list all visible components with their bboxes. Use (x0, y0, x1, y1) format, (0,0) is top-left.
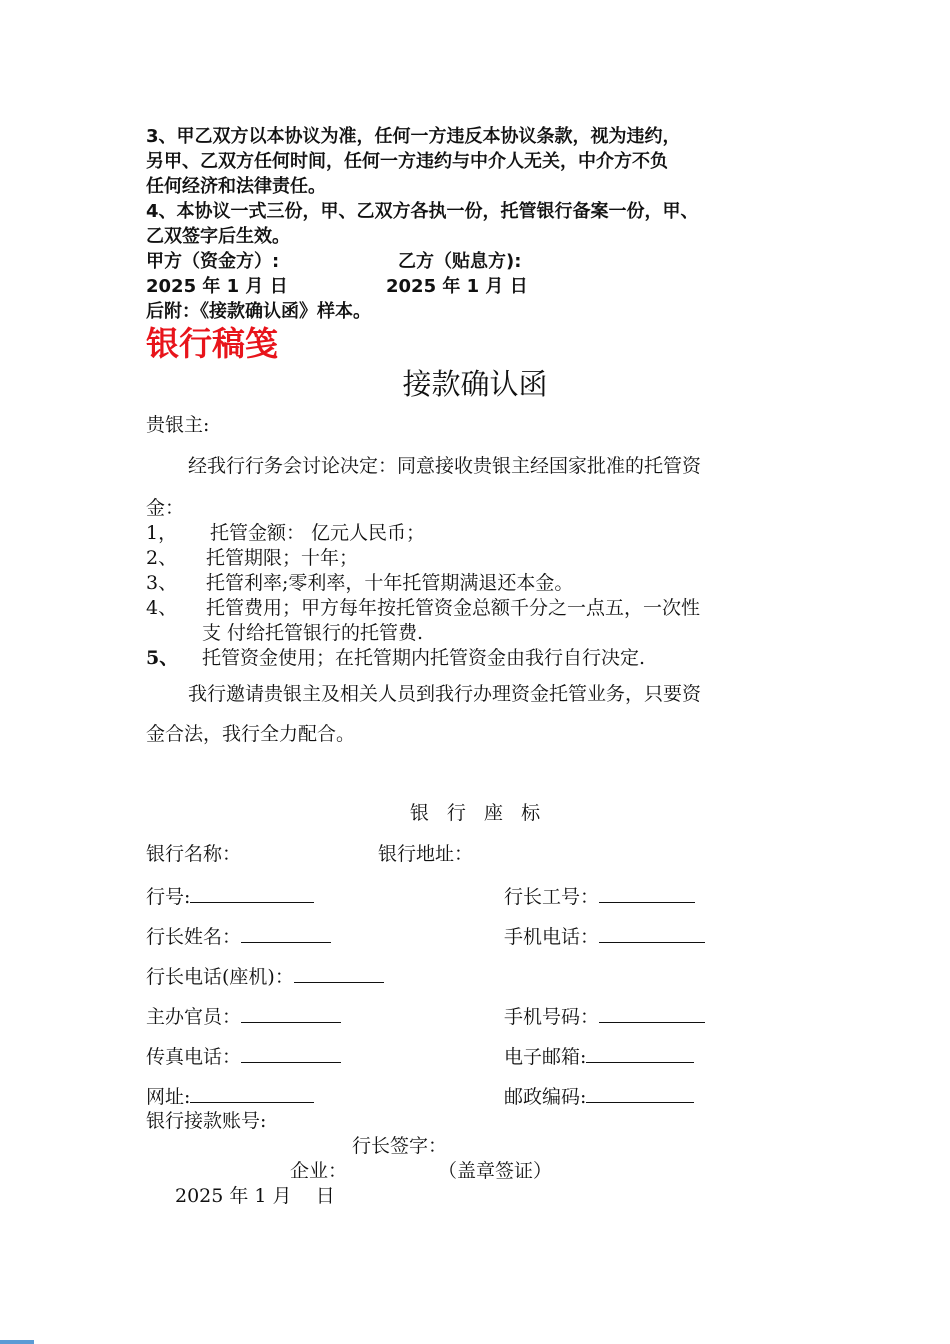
bank-number-blank (190, 882, 314, 903)
item-text: 托管金额： 亿元人民币； (210, 522, 426, 544)
party-b-date: 2025 年 1 月 日 (386, 276, 528, 297)
item-number: 3、 (146, 572, 178, 594)
bank-name-label: 银行名称： (146, 843, 242, 865)
fax-field (146, 1042, 341, 1069)
mobile-blank (599, 922, 705, 943)
party-a-date: 2025 年 1 月 日 (146, 276, 288, 297)
intro-line-2: 金： (146, 497, 185, 519)
bank-address-label: 银行地址： (378, 843, 474, 865)
item-number: 2、 (146, 547, 178, 569)
item-number: 4、 (146, 597, 178, 619)
website-label: 网址: (146, 1086, 191, 1108)
website-blank (190, 1082, 314, 1103)
item-number: 1， (146, 522, 178, 544)
fax-label: 传真电话： (146, 1046, 242, 1068)
closing-line-2: 金合法，我行全力配合。 (146, 723, 356, 745)
postcode-field (504, 1082, 694, 1109)
clause-4-line-2: 乙双签字后生效。 (146, 226, 290, 247)
email-field (504, 1042, 694, 1069)
item-text: 托管期限；十年； (206, 547, 359, 569)
clause-4-line-1: 4、本协议一式三份，甲、乙双方各执一份，托管银行备案一份，甲、 (146, 201, 699, 222)
officer-field (146, 1002, 341, 1029)
email-label: 电子邮箱: (504, 1046, 587, 1068)
intro-line-1: 经我行行务会讨论决定：同意接收贵银主经国家批准的托管资 (188, 455, 702, 477)
enterprise-label: 企业： (290, 1160, 348, 1182)
account-label: 银行接款账号: (146, 1110, 267, 1132)
president-phone-blank (294, 962, 384, 983)
fax-blank (241, 1042, 341, 1063)
party-b-label: 乙方（贴息方): (398, 251, 522, 272)
postcode-blank (586, 1082, 694, 1103)
president-id-field (504, 882, 695, 909)
item-text: 托管利率;零利率，十年托管期满退还本金。 (206, 572, 574, 594)
bank-number-field (146, 882, 314, 909)
salutation: 贵银主: (146, 414, 210, 436)
seal-label: （盖章签证） (438, 1160, 553, 1182)
item-number: 5、 (146, 647, 179, 669)
officer-blank (241, 1002, 341, 1023)
mobile-number-field (504, 1002, 705, 1029)
president-name-blank (241, 922, 331, 943)
clause-3-line-3: 任何经济和法律责任。 (146, 176, 326, 197)
attachment-note: 后附：《接款确认函》样本。 (146, 301, 371, 322)
president-name-label: 行长姓名： (146, 926, 242, 948)
item-text: 托管资金使用；在托管期内托管资金由我行自行决定. (202, 647, 646, 669)
mobile-number-blank (599, 1002, 705, 1023)
page-corner-marker (0, 1340, 34, 1344)
bank-letterhead: 银行稿笺 (146, 324, 278, 363)
coordinates-heading: 银 行 座 标 (409, 802, 541, 824)
postcode-label: 邮政编码: (504, 1086, 587, 1108)
mobile-field (504, 922, 705, 949)
sign-date: 2025 年 1 月 日 (175, 1185, 335, 1207)
president-phone-field (146, 962, 384, 989)
item-text-continuation: 支 付给托管银行的托管费. (202, 622, 424, 644)
president-name-field (146, 922, 331, 949)
officer-label: 主办官员： (146, 1006, 242, 1028)
letter-title: 接款确认函 (402, 367, 548, 401)
website-field (146, 1082, 314, 1109)
president-sign-label: 行长签字： (352, 1135, 448, 1157)
clause-3-line-2: 另甲、乙双方任何时间，任何一方违约与中介人无关，中介方不负 (146, 151, 668, 172)
president-id-label: 行长工号： (504, 886, 600, 908)
mobile-label: 手机电话： (504, 926, 600, 948)
bank-number-label: 行号: (146, 886, 191, 908)
president-id-blank (599, 882, 695, 903)
party-a-label: 甲方（资金方）: (146, 251, 280, 272)
item-text: 托管费用；甲方每年按托管资金总额千分之一点五，一次性 (206, 597, 701, 619)
president-phone-label: 行长电话(座机)： (146, 966, 294, 988)
clause-3-line-1: 3、甲乙双方以本协议为准，任何一方违反本协议条款，视为违约， (146, 126, 681, 147)
closing-line-1: 我行邀请贵银主及相关人员到我行办理资金托管业务，只要资 (188, 683, 702, 705)
mobile-number-label: 手机号码： (504, 1006, 600, 1028)
email-blank (586, 1042, 694, 1063)
